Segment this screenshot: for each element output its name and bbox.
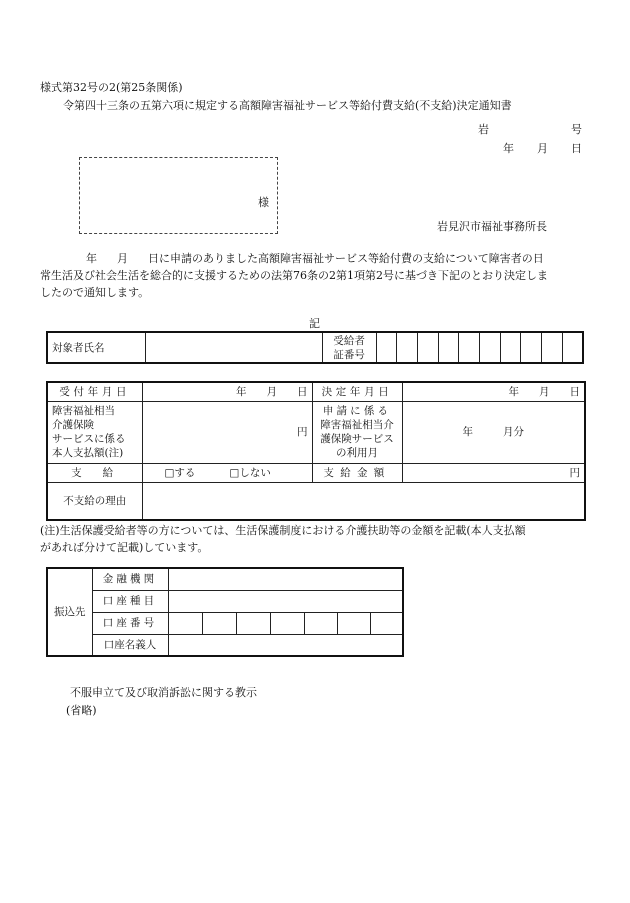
decision-date-value[interactable]	[402, 382, 585, 401]
decision-year: 年	[508, 385, 519, 398]
bank-name-field[interactable]	[168, 568, 403, 590]
payment-amount-unit: 円	[569, 466, 580, 479]
body-paragraph	[40, 250, 600, 301]
cert-digit[interactable]	[438, 332, 459, 363]
bank-section-label: 振込先	[47, 568, 92, 656]
body-line1: 日に申請のありました高額障害福祉サービス等給付費の支給について障害者の日	[148, 252, 544, 265]
cert-digit[interactable]	[562, 332, 583, 363]
recipient-name-field[interactable]	[145, 332, 322, 363]
form-number: 様式第32号の2(第25条関係)	[40, 81, 183, 94]
account-digit[interactable]	[270, 612, 304, 634]
amount-label-line1: 障害福祉相当	[52, 405, 115, 417]
payment-yes-checkbox[interactable]: □する	[164, 466, 196, 479]
addressee-box	[79, 157, 278, 234]
payment-choice	[142, 463, 312, 482]
receipt-year: 年	[236, 385, 247, 398]
account-holder-label: 口座名義人	[92, 634, 168, 656]
payment-amount-value[interactable]	[402, 463, 585, 482]
body-line2: 常生活及び社会生活を総合的に支援するための法第76条の2第1項第2号に基づき下記のとおり決定しま	[40, 269, 548, 282]
account-digit[interactable]	[168, 612, 202, 634]
account-type-field[interactable]	[168, 590, 403, 612]
amount-label-line3: サービスに係る	[52, 433, 126, 445]
non-payment-reason-label: 不支給の理由	[47, 482, 142, 520]
amount-label-line2: 介護保険	[52, 419, 94, 431]
issue-date-month: 月	[537, 142, 548, 155]
account-digit[interactable]	[304, 612, 337, 634]
note-line1: (注)生活保護受給者等の方については、生活保護制度における介護扶助等の金額を記載(本人支払額	[40, 524, 526, 537]
receipt-month: 月	[266, 385, 277, 398]
issue-number-suffix: 号	[571, 123, 582, 136]
cert-label-line2: 証番号	[333, 348, 365, 361]
decision-date-label: 決定年月日	[312, 382, 402, 401]
amount-unit: 円	[297, 426, 308, 438]
cert-digit[interactable]	[500, 332, 521, 363]
service-month-label	[312, 401, 402, 463]
body-line3: したので通知します。	[40, 286, 150, 299]
note-line2: があれば分けて記載)しています。	[40, 541, 209, 554]
receipt-date-label: 受付年月日	[47, 382, 142, 401]
service-month-value[interactable]	[402, 401, 585, 463]
decision-day: 日	[569, 385, 580, 398]
omitted-note: (省略)	[66, 704, 97, 717]
service-month-line2: 障害福祉相当介	[320, 419, 394, 431]
bank-table	[46, 567, 404, 657]
body-year: 年	[86, 252, 97, 265]
document-title: 令第四十三条の五第六項に規定する高額障害福祉サービス等給付費支給(不支給)決定通知書	[63, 99, 512, 112]
issuer: 岩見沢市福祉事務所長	[437, 220, 547, 233]
addressee-suffix: 様	[258, 196, 269, 209]
issue-date-year: 年	[503, 142, 514, 155]
cert-digit[interactable]	[521, 332, 542, 363]
payment-no-checkbox[interactable]: □しない	[229, 466, 271, 479]
service-month-line1: 申請に係る	[322, 405, 392, 417]
payment-amount-label: 支給金額	[312, 463, 402, 482]
recipient-cert-label	[322, 332, 376, 363]
payment-label: 支 給	[47, 463, 142, 482]
decision-table	[46, 381, 586, 521]
cert-digit[interactable]	[479, 332, 500, 363]
account-holder-field[interactable]	[168, 634, 403, 656]
body-month: 月	[117, 252, 128, 265]
amount-label	[47, 401, 142, 463]
account-digit[interactable]	[370, 612, 403, 634]
note	[40, 522, 600, 556]
cert-digit[interactable]	[542, 332, 563, 363]
decision-month: 月	[539, 385, 550, 398]
bank-name-label: 金融機関	[92, 568, 168, 590]
appeal-notice: 不服申立て及び取消訴訟に関する教示	[70, 686, 257, 699]
service-month-line4: の利用月	[336, 447, 378, 459]
service-month-line3: 護保険サービス	[320, 433, 394, 445]
service-month: 月分	[503, 426, 524, 438]
cert-digit[interactable]	[417, 332, 438, 363]
cert-digit[interactable]	[459, 332, 480, 363]
issue-number-prefix: 岩	[478, 123, 489, 136]
recipient-table	[46, 331, 584, 364]
account-number-label: 口座番号	[92, 612, 168, 634]
recipient-name-label: 対象者氏名	[47, 332, 145, 363]
issue-date-day: 日	[571, 142, 582, 155]
account-digit[interactable]	[337, 612, 370, 634]
non-payment-reason-field[interactable]	[142, 482, 585, 520]
account-type-label: 口座種目	[92, 590, 168, 612]
receipt-day: 日	[297, 385, 308, 398]
cert-digit[interactable]	[376, 332, 397, 363]
receipt-date-value[interactable]	[142, 382, 312, 401]
service-year: 年	[462, 426, 473, 438]
cert-digit[interactable]	[397, 332, 418, 363]
amount-value[interactable]	[142, 401, 312, 463]
ki-heading: 記	[309, 317, 320, 330]
account-digit[interactable]	[236, 612, 270, 634]
amount-label-line4: 本人支払額(注)	[52, 447, 124, 459]
cert-label-line1: 受給者	[333, 334, 365, 347]
account-digit[interactable]	[202, 612, 236, 634]
